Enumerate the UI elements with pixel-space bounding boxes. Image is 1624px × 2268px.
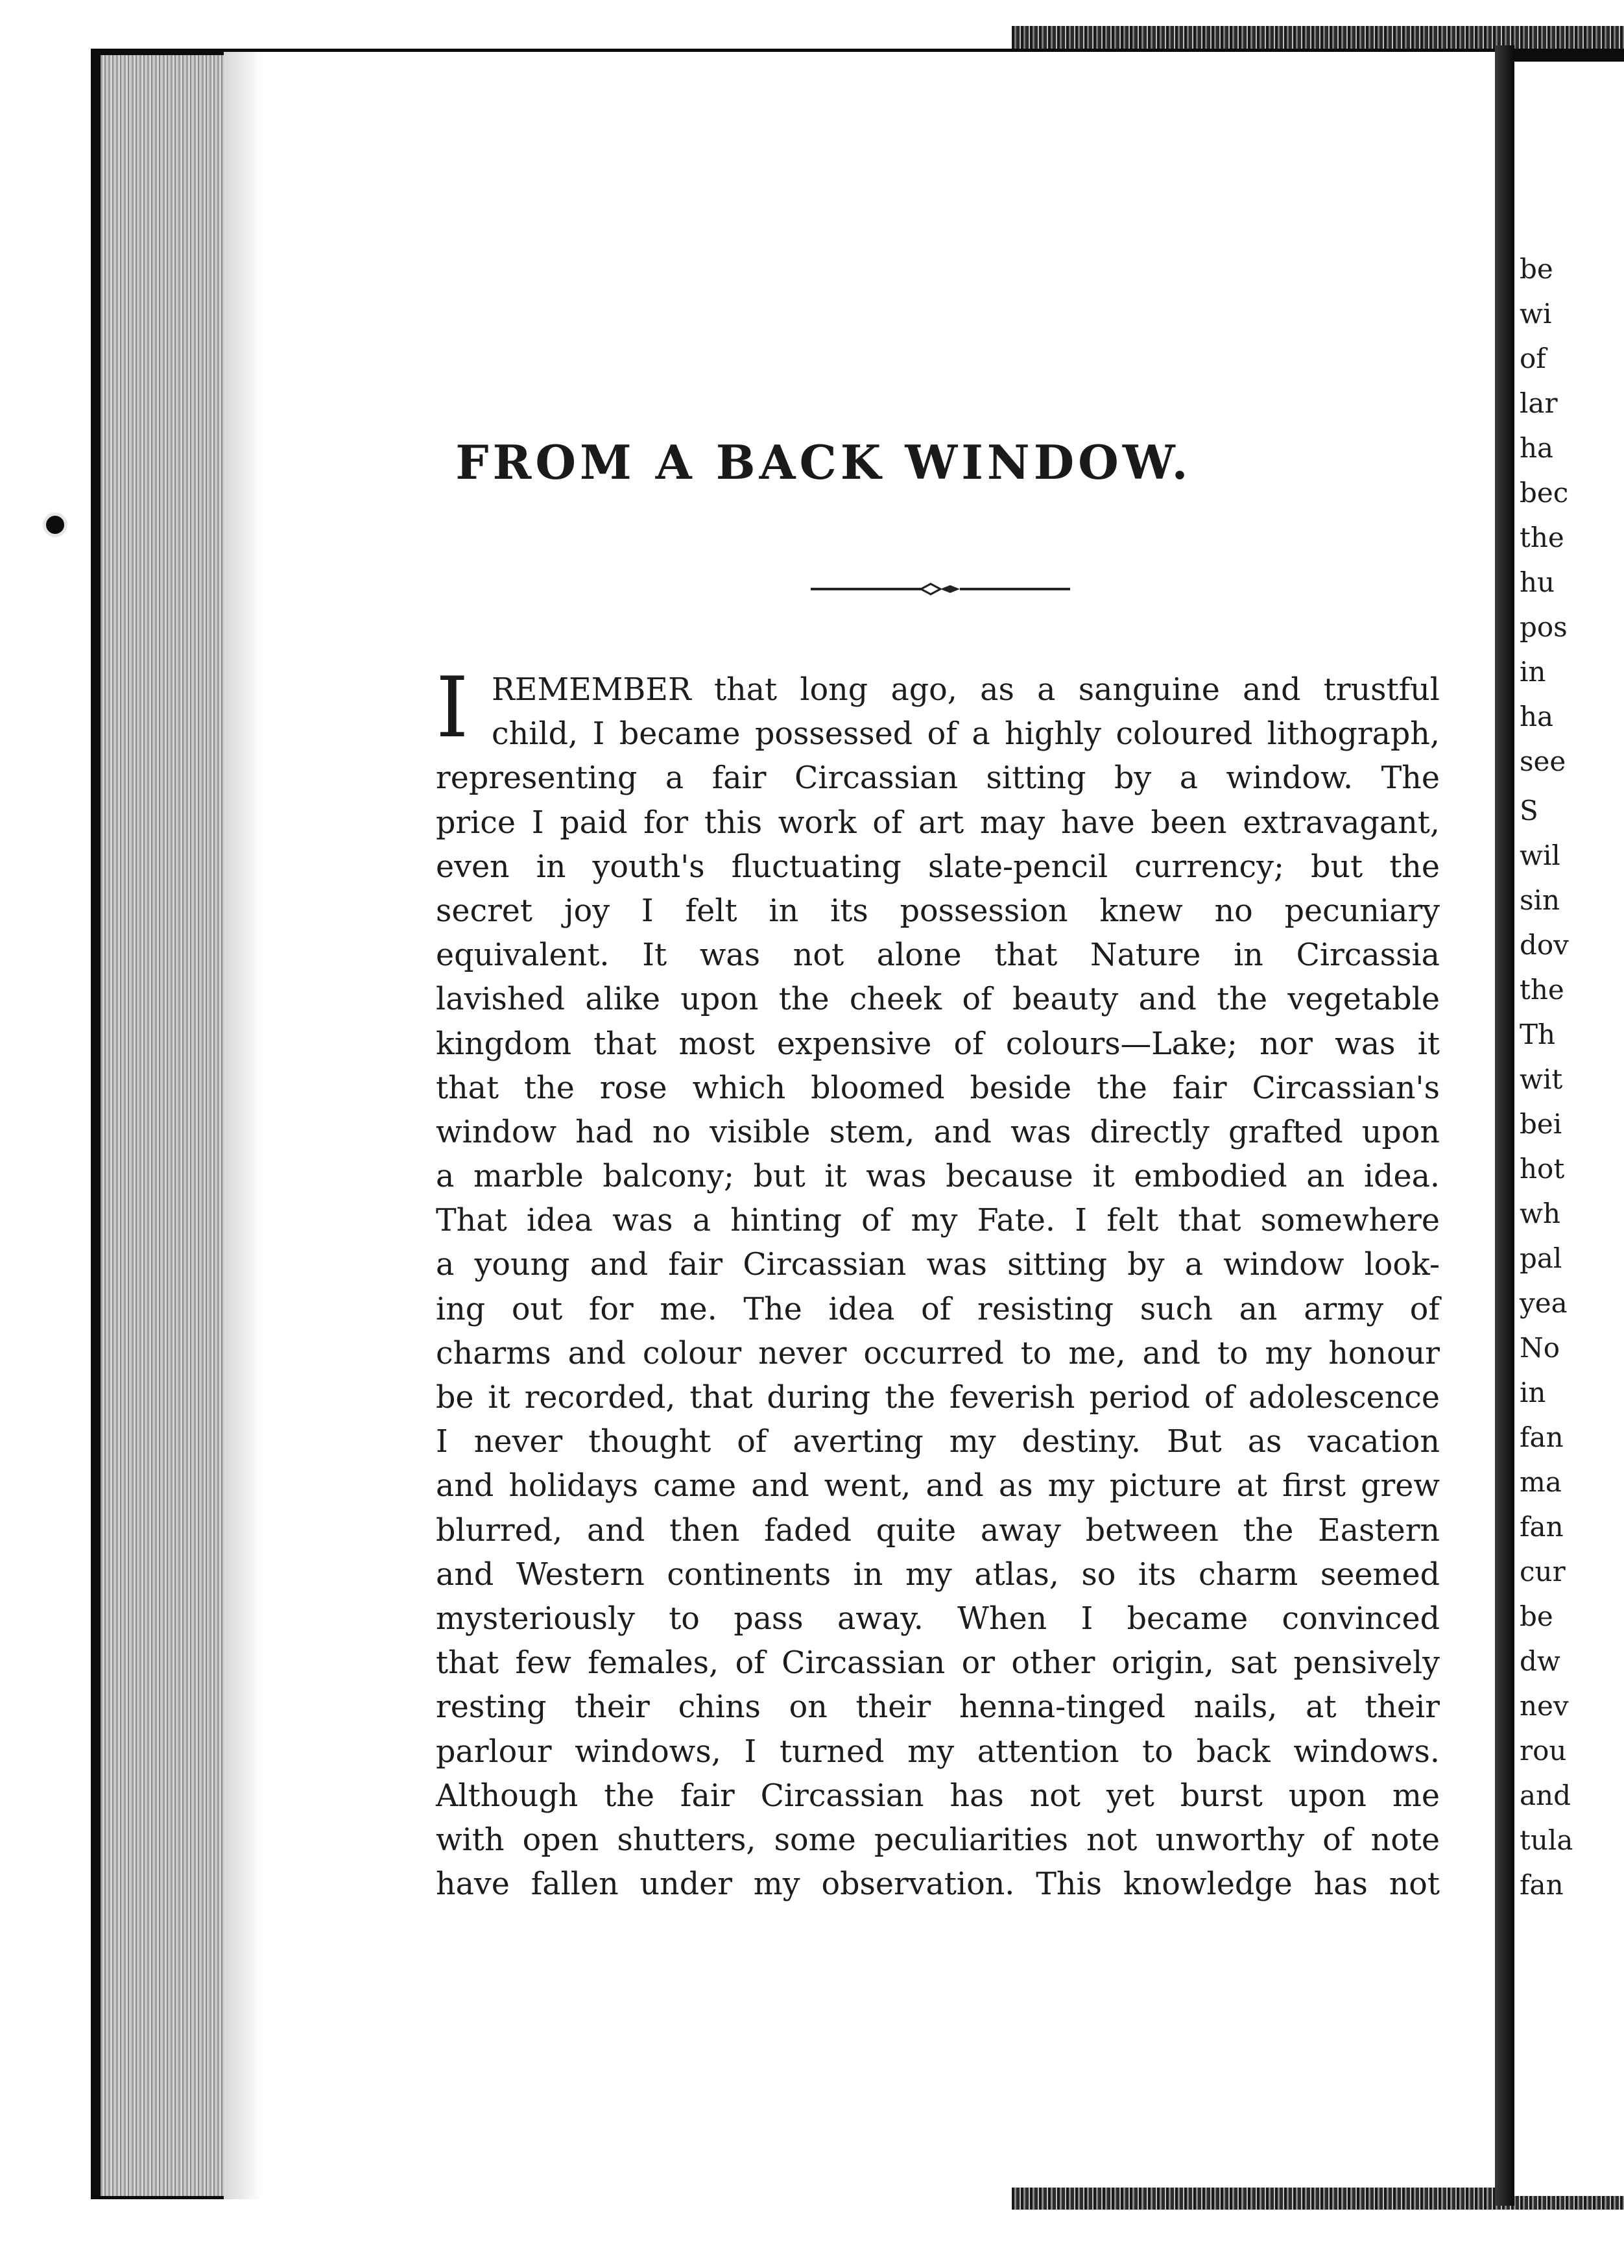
- facing-page-fragment: hot: [1520, 1153, 1565, 1185]
- body-line: a young and fair Circassian was sitting by a window look-: [436, 1247, 1440, 1283]
- body-line: Although the fair Circassian has not yet burst upon me: [436, 1778, 1440, 1814]
- body-line: ing out for me. The idea of resisting such an army of: [436, 1291, 1440, 1327]
- body-line: be it recorded, that during the feverish period of adolescence: [436, 1380, 1440, 1416]
- facing-page-fragment: sin: [1520, 884, 1560, 916]
- facing-page-fragment: wh: [1520, 1198, 1560, 1229]
- body-line: with open shutters, some peculiarities not unworthy of note: [436, 1822, 1440, 1858]
- body-line: and holidays came and went, and as my picture at first grew: [436, 1468, 1440, 1504]
- body-line: equivalent. It was not alone that Nature in Circassia: [436, 937, 1440, 974]
- facing-page-fragment: see: [1520, 745, 1566, 777]
- facing-page-fragment: the: [1520, 522, 1564, 553]
- facing-page-fragment: of: [1520, 343, 1546, 374]
- facing-page-fragment: wit: [1520, 1063, 1563, 1095]
- article-body: [436, 660, 1440, 1907]
- facing-page-fragment: S: [1520, 795, 1538, 826]
- body-line: REMEMBER that long ago, as a sanguine and trustful: [492, 672, 1440, 708]
- facing-page-fragment: in: [1520, 656, 1546, 688]
- facing-page-fragment: nev: [1520, 1690, 1569, 1722]
- facing-page-fragment: and: [1520, 1779, 1571, 1811]
- body-line: that few females, of Circassian or other origin, sat pensively: [436, 1645, 1440, 1682]
- facing-page-fragment: bei: [1520, 1108, 1562, 1140]
- body-line: parlour windows, I turned my attention to back windows.: [436, 1733, 1440, 1770]
- article-title: FROM A BACK WINDOW.: [455, 435, 1192, 490]
- drop-cap: I: [436, 660, 469, 756]
- body-line: lavished alike upon the cheek of beauty and the vegetable: [436, 982, 1440, 1018]
- facing-page-fragment: yea: [1520, 1287, 1568, 1319]
- body-line: blurred, and then faded quite away between the Eastern: [436, 1512, 1440, 1549]
- book-gutter: [1495, 45, 1514, 2206]
- facing-page-fragment: ha: [1520, 701, 1554, 732]
- facing-page-fragment: ma: [1520, 1466, 1562, 1498]
- page-top-edge: [1012, 26, 1624, 49]
- body-line: I never thought of averting my destiny. But as vacation: [436, 1424, 1440, 1460]
- facing-page: [1514, 62, 1624, 2196]
- body-line: representing a fair Circassian sitting by a window. The: [436, 760, 1440, 797]
- facing-page-fragment: rou: [1520, 1735, 1567, 1767]
- body-line: a marble balcony; but it was because it embodied an idea.: [436, 1159, 1440, 1195]
- body-line: that the rose which bloomed beside the fair Circassian's: [436, 1070, 1440, 1106]
- facing-page-fragment: the: [1520, 974, 1564, 1006]
- facing-page-fragment: fan: [1520, 1869, 1564, 1901]
- body-line: and Western continents in my atlas, so its charm seemed: [436, 1556, 1440, 1593]
- title-ornament-rule: [807, 576, 1073, 602]
- facing-page-fragment: pal: [1520, 1242, 1562, 1274]
- facing-page-fragment: wil: [1520, 839, 1560, 871]
- facing-page-fragment: dov: [1520, 929, 1569, 961]
- body-line: kingdom that most expensive of colours—Lake; nor was it: [436, 1026, 1440, 1062]
- body-line: secret joy I felt in its possession knew no pecuniary: [436, 893, 1440, 929]
- facing-page-fragment: wi: [1520, 298, 1552, 330]
- facing-page-fragment: No: [1520, 1332, 1560, 1364]
- facing-page-fragment: ha: [1520, 432, 1554, 464]
- body-line: That idea was a hinting of my Fate. I felt that somewhere: [436, 1203, 1440, 1239]
- facing-page-fragment: pos: [1520, 611, 1568, 643]
- facing-page-fragment: in: [1520, 1377, 1546, 1408]
- body-line: price I paid for this work of art may have been extravagant,: [436, 804, 1440, 841]
- facing-page-fragment: Th: [1520, 1019, 1556, 1050]
- page-shadow: [224, 52, 263, 2206]
- facing-page-fragment: fan: [1520, 1421, 1564, 1453]
- facing-page-fragment: bec: [1520, 477, 1569, 509]
- facing-page-fragment: hu: [1520, 566, 1555, 598]
- facing-page-fragment: fan: [1520, 1511, 1564, 1543]
- facing-page-fragment: cur: [1520, 1556, 1566, 1587]
- facing-page-fragment: be: [1520, 1600, 1553, 1632]
- body-line: resting their chins on their henna-tinged nails, at their: [436, 1689, 1440, 1726]
- facing-page-fragment: lar: [1520, 387, 1558, 419]
- scan-speck: [43, 513, 67, 537]
- body-line: window had no visible stem, and was directly grafted upon: [436, 1114, 1440, 1150]
- facing-page-fragment: be: [1520, 253, 1553, 285]
- scan-background-left: [0, 0, 91, 2268]
- body-line: mysteriously to pass away. When I became convinced: [436, 1600, 1440, 1637]
- body-line: even in youth's fluctuating slate-pencil currency; but the: [436, 849, 1440, 885]
- body-line: child, I became possessed of a highly coloured lithograph,: [492, 716, 1440, 753]
- facing-page-fragment: dw: [1520, 1645, 1560, 1677]
- body-line: charms and colour never occurred to me, and to my honour: [436, 1335, 1440, 1371]
- body-line: have fallen under my observation. This knowledge has not: [436, 1866, 1440, 1903]
- facing-page-fragment: tula: [1520, 1824, 1573, 1856]
